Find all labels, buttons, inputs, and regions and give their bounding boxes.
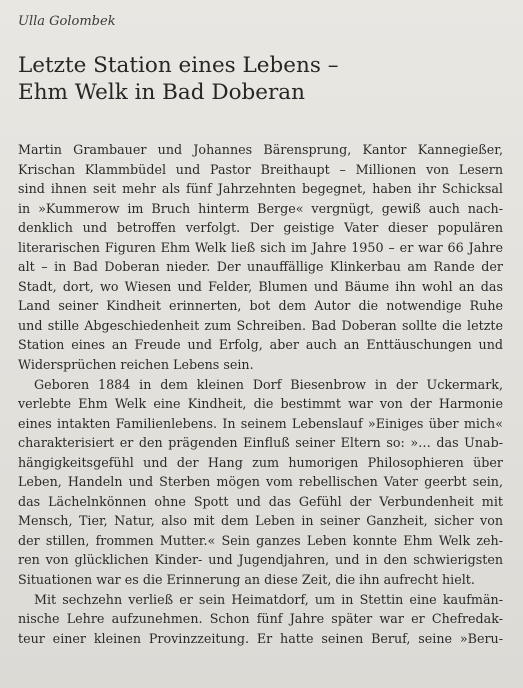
text-line: Geboren 1884 in dem kleinen Dorf Biesenbrow in der Uckermark,: [34, 376, 503, 392]
body-text: [18, 140, 503, 648]
text-line: der stillen, frommen Mutter.« Sein ganzes Leben konnte Ehm Welk zeh-: [18, 532, 503, 548]
text-line: literarischen Figuren Ehm Welk ließ sich im Jahre 1950 – er war 66 Jahre: [18, 239, 503, 255]
text-line: Mensch, Tier, Natur, also mit dem Leben in seiner Ganzheit, sicher von: [18, 513, 503, 529]
text-line: Situationen war es die Erinnerung an diese Zeit, die ihn aufrecht hielt.: [18, 572, 475, 588]
text-line: eines intakten Familienlebens. In seinem Lebenslauf »Einiges über mich«: [18, 415, 503, 431]
text-line: charakterisiert er den prägenden Einfluß seiner Eltern so: »… das Unab-: [18, 435, 503, 451]
paragraph: [18, 590, 503, 649]
chapter-title-line: Ehm Welk in Bad Doberan: [18, 80, 305, 105]
text-line: denklich und betroffen verfolgt. Der geistige Vater dieser populären: [18, 220, 503, 236]
text-line: nische Lehre aufzunehmen. Schon fünf Jahre später war er Chefredak-: [18, 611, 503, 627]
text-line: Stadt, dort, wo Wiesen und Felder, Blumen und Bäume ihn wohl an das: [18, 278, 503, 294]
text-line: teur einer kleinen Provinzzeitung. Er hatte seinen Beruf, seine »Beru-: [18, 630, 503, 646]
text-line: Station eines an Freude und Erfolg, aber auch an Enttäuschungen und: [18, 337, 503, 353]
text-line: verlebte Ehm Welk eine Kindheit, die bestimmt war von der Harmonie: [18, 396, 503, 412]
paragraph: [18, 140, 503, 375]
text-line: das Lächelnkönnen ohne Spott und das Gefühl der Verbundenheit mit: [18, 493, 503, 509]
text-line: alt – in Bad Doberan nieder. Der unauffällige Klinkerbau am Rande der: [18, 259, 503, 275]
author-name: Ulla Golombek: [18, 14, 116, 29]
text-line: Krischan Klammbüdel und Pastor Breithaupt – Millionen von Lesern: [18, 161, 503, 177]
paragraph: [18, 375, 503, 590]
text-line: Widersprüchen reichen Lebens sein.: [18, 357, 254, 373]
text-line: und stille Abgeschiedenheit zum Schreiben. Bad Doberan sollte die letzte: [18, 317, 503, 333]
text-line: Land seiner Kindheit erinnerten, bot dem Autor die notwendige Ruhe: [18, 298, 503, 314]
text-line: Mit sechzehn verließ er sein Heimatdorf, um in Stettin eine kaufmän-: [34, 591, 503, 607]
text-line: Martin Grambauer und Johannes Bärensprung, Kantor Kannegießer,: [18, 142, 503, 157]
text-line: Leben, Handeln und Sterben mögen vom rebellischen Vater geerbt sein,: [18, 474, 503, 490]
text-line: sind ihnen seit mehr als fünf Jahrzehnten begegnet, haben ihr Schicksal: [18, 181, 503, 197]
text-line: hängigkeitsgefühl und der Hang zum humorigen Philosophieren über: [18, 454, 503, 470]
chapter-title: [18, 52, 508, 106]
text-line: in »Kummerow im Bruch hinterm Berge« vergnügt, gewiß auch nach-: [18, 200, 503, 216]
text-line: ren von glücklichen Kinder- und Jugendjahren, und in den schwierigsten: [18, 552, 503, 568]
chapter-title-line: Letzte Station eines Lebens –: [18, 53, 339, 78]
